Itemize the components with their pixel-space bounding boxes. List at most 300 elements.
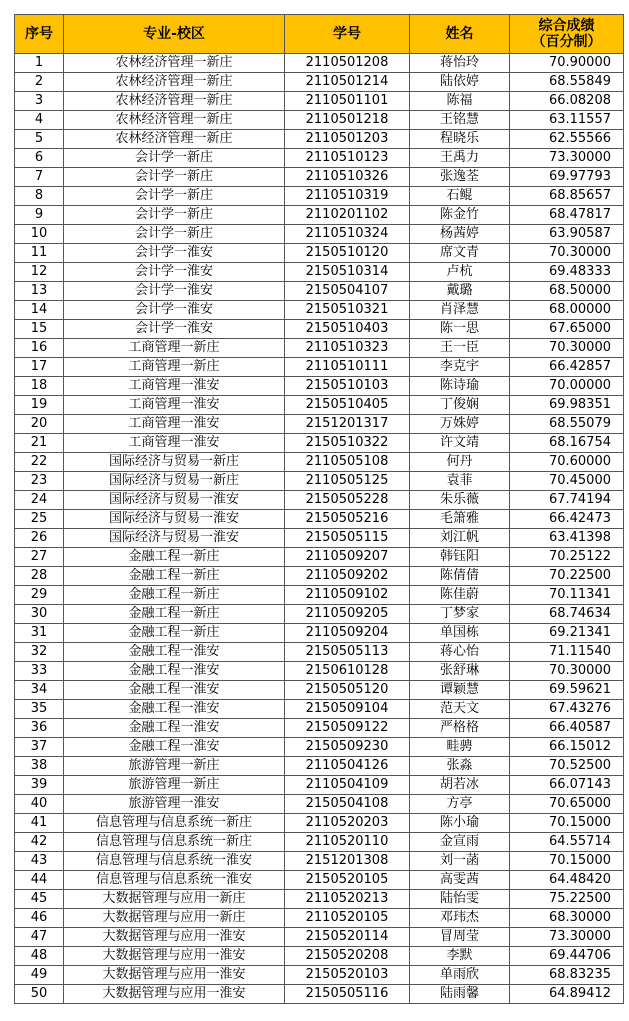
table-row	[15, 54, 624, 73]
cell-score: 73.30000	[510, 149, 624, 168]
cell-score: 69.97793	[510, 168, 624, 187]
cell-student-id: 2110501218	[285, 111, 410, 130]
cell-index: 42	[15, 833, 64, 852]
cell-index: 16	[15, 339, 64, 358]
cell-student-id: 2110520110	[285, 833, 410, 852]
cell-major-campus: 会计学一新庄	[64, 149, 285, 168]
cell-name: 丁梦家	[410, 605, 510, 624]
cell-index: 30	[15, 605, 64, 624]
cell-student-id: 2110510123	[285, 149, 410, 168]
cell-student-id: 2110501101	[285, 92, 410, 111]
cell-index: 45	[15, 890, 64, 909]
cell-student-id: 2110505125	[285, 472, 410, 491]
cell-name: 单雨欣	[410, 966, 510, 985]
table-row	[15, 833, 624, 852]
cell-student-id: 2110509205	[285, 605, 410, 624]
table-row	[15, 434, 624, 453]
cell-major-campus: 信息管理与信息系统一新庄	[64, 814, 285, 833]
cell-name: 杨茜婷	[410, 225, 510, 244]
cell-student-id: 2150520114	[285, 928, 410, 947]
cell-index: 47	[15, 928, 64, 947]
cell-name: 邓玮杰	[410, 909, 510, 928]
cell-major-campus: 工商管理一淮安	[64, 415, 285, 434]
cell-student-id: 2110501203	[285, 130, 410, 149]
cell-index: 50	[15, 985, 64, 1004]
cell-score: 68.55079	[510, 415, 624, 434]
cell-major-campus: 会计学一淮安	[64, 244, 285, 263]
cell-index: 9	[15, 206, 64, 225]
table-row	[15, 453, 624, 472]
table-row	[15, 605, 624, 624]
cell-major-campus: 信息管理与信息系统一淮安	[64, 852, 285, 871]
cell-major-campus: 金融工程一新庄	[64, 586, 285, 605]
cell-name: 陈一思	[410, 320, 510, 339]
cell-index: 26	[15, 529, 64, 548]
header-row	[15, 15, 624, 54]
table-row	[15, 681, 624, 700]
cell-index: 11	[15, 244, 64, 263]
cell-name: 陆雨馨	[410, 985, 510, 1004]
cell-score: 70.15000	[510, 852, 624, 871]
cell-student-id: 2150509104	[285, 700, 410, 719]
cell-name: 毛箫雅	[410, 510, 510, 529]
cell-index: 13	[15, 282, 64, 301]
table-row	[15, 529, 624, 548]
cell-major-campus: 工商管理一淮安	[64, 377, 285, 396]
table-row	[15, 339, 624, 358]
cell-student-id: 2150510322	[285, 434, 410, 453]
table-row	[15, 415, 624, 434]
cell-score: 67.43276	[510, 700, 624, 719]
cell-score: 66.40587	[510, 719, 624, 738]
cell-student-id: 2150510403	[285, 320, 410, 339]
cell-index: 34	[15, 681, 64, 700]
cell-major-campus: 会计学一新庄	[64, 206, 285, 225]
cell-major-campus: 工商管理一淮安	[64, 396, 285, 415]
cell-score: 64.48420	[510, 871, 624, 890]
cell-index: 28	[15, 567, 64, 586]
table-row	[15, 662, 624, 681]
cell-name: 陈佳蔚	[410, 586, 510, 605]
cell-student-id: 2110520213	[285, 890, 410, 909]
table-row	[15, 396, 624, 415]
cell-score: 64.89412	[510, 985, 624, 1004]
cell-name: 金宣雨	[410, 833, 510, 852]
cell-major-campus: 大数据管理与应用一淮安	[64, 985, 285, 1004]
cell-name: 王一臣	[410, 339, 510, 358]
table-row	[15, 928, 624, 947]
cell-index: 32	[15, 643, 64, 662]
cell-major-campus: 国际经济与贸易一淮安	[64, 510, 285, 529]
cell-score: 70.11341	[510, 586, 624, 605]
cell-name: 陈金竹	[410, 206, 510, 225]
cell-student-id: 2150505228	[285, 491, 410, 510]
table-row	[15, 377, 624, 396]
cell-major-campus: 国际经济与贸易一新庄	[64, 453, 285, 472]
cell-name: 蒋心怡	[410, 643, 510, 662]
table-header	[15, 15, 624, 54]
table-row	[15, 510, 624, 529]
cell-student-id: 2150510103	[285, 377, 410, 396]
cell-name: 刘江帆	[410, 529, 510, 548]
cell-name: 陆依婷	[410, 73, 510, 92]
cell-score: 68.83235	[510, 966, 624, 985]
cell-major-campus: 国际经济与贸易一淮安	[64, 491, 285, 510]
cell-index: 3	[15, 92, 64, 111]
cell-student-id: 2110509202	[285, 567, 410, 586]
table-row	[15, 263, 624, 282]
table-row	[15, 301, 624, 320]
cell-student-id: 2110510111	[285, 358, 410, 377]
cell-index: 6	[15, 149, 64, 168]
cell-student-id: 2110509207	[285, 548, 410, 567]
cell-name: 何丹	[410, 453, 510, 472]
cell-score: 63.41398	[510, 529, 624, 548]
cell-major-campus: 金融工程一淮安	[64, 681, 285, 700]
cell-student-id: 2110520105	[285, 909, 410, 928]
cell-major-campus: 农林经济管理一新庄	[64, 111, 285, 130]
table-row	[15, 149, 624, 168]
cell-index: 21	[15, 434, 64, 453]
cell-student-id: 2150510314	[285, 263, 410, 282]
table-row	[15, 358, 624, 377]
cell-major-campus: 国际经济与贸易一淮安	[64, 529, 285, 548]
cell-name: 陈小瑜	[410, 814, 510, 833]
cell-name: 卢杭	[410, 263, 510, 282]
cell-major-campus: 工商管理一新庄	[64, 339, 285, 358]
cell-major-campus: 旅游管理一淮安	[64, 795, 285, 814]
cell-score: 67.65000	[510, 320, 624, 339]
cell-score: 69.98351	[510, 396, 624, 415]
cell-major-campus: 旅游管理一新庄	[64, 757, 285, 776]
cell-score: 64.55714	[510, 833, 624, 852]
cell-student-id: 2110509204	[285, 624, 410, 643]
cell-score: 68.16754	[510, 434, 624, 453]
cell-score: 66.08208	[510, 92, 624, 111]
cell-name: 单国栋	[410, 624, 510, 643]
table-row	[15, 966, 624, 985]
cell-name: 王铭慧	[410, 111, 510, 130]
cell-name: 范天文	[410, 700, 510, 719]
cell-score: 63.90587	[510, 225, 624, 244]
cell-student-id: 2150505115	[285, 529, 410, 548]
cell-major-campus: 会计学一淮安	[64, 282, 285, 301]
cell-index: 46	[15, 909, 64, 928]
table-row	[15, 795, 624, 814]
cell-student-id: 2110505108	[285, 453, 410, 472]
header-student-id: 学号	[285, 15, 410, 54]
cell-index: 1	[15, 54, 64, 73]
cell-student-id: 2110510323	[285, 339, 410, 358]
cell-index: 36	[15, 719, 64, 738]
cell-score: 67.74194	[510, 491, 624, 510]
cell-index: 2	[15, 73, 64, 92]
cell-major-campus: 大数据管理与应用一新庄	[64, 909, 285, 928]
cell-score: 66.42857	[510, 358, 624, 377]
cell-index: 4	[15, 111, 64, 130]
cell-major-campus: 会计学一淮安	[64, 263, 285, 282]
cell-name: 张逸荃	[410, 168, 510, 187]
table-row	[15, 111, 624, 130]
cell-major-campus: 农林经济管理一新庄	[64, 54, 285, 73]
cell-score: 70.22500	[510, 567, 624, 586]
cell-index: 15	[15, 320, 64, 339]
cell-index: 35	[15, 700, 64, 719]
cell-name: 韩钰阳	[410, 548, 510, 567]
cell-name: 严格格	[410, 719, 510, 738]
cell-index: 19	[15, 396, 64, 415]
cell-major-campus: 会计学一新庄	[64, 168, 285, 187]
table-row	[15, 73, 624, 92]
cell-major-campus: 农林经济管理一新庄	[64, 92, 285, 111]
cell-major-campus: 大数据管理与应用一淮安	[64, 966, 285, 985]
cell-index: 41	[15, 814, 64, 833]
cell-index: 40	[15, 795, 64, 814]
cell-major-campus: 大数据管理与应用一新庄	[64, 890, 285, 909]
cell-score: 70.30000	[510, 244, 624, 263]
table-row	[15, 320, 624, 339]
cell-index: 37	[15, 738, 64, 757]
cell-name: 张淼	[410, 757, 510, 776]
cell-name: 陈福	[410, 92, 510, 111]
header-name: 姓名	[410, 15, 510, 54]
cell-student-id: 2110510319	[285, 187, 410, 206]
table-row	[15, 985, 624, 1004]
cell-index: 33	[15, 662, 64, 681]
header-index: 序号	[15, 15, 64, 54]
table-row	[15, 738, 624, 757]
cell-name: 袁菲	[410, 472, 510, 491]
cell-score: 70.00000	[510, 377, 624, 396]
cell-name: 畦骋	[410, 738, 510, 757]
cell-major-campus: 金融工程一新庄	[64, 624, 285, 643]
table-row	[15, 282, 624, 301]
cell-student-id: 2150510120	[285, 244, 410, 263]
cell-name: 高雯茜	[410, 871, 510, 890]
cell-score: 70.90000	[510, 54, 624, 73]
cell-student-id: 2110509102	[285, 586, 410, 605]
cell-index: 20	[15, 415, 64, 434]
cell-index: 24	[15, 491, 64, 510]
cell-index: 27	[15, 548, 64, 567]
cell-score: 66.15012	[510, 738, 624, 757]
cell-major-campus: 会计学一淮安	[64, 320, 285, 339]
cell-name: 张舒琳	[410, 662, 510, 681]
cell-score: 70.60000	[510, 453, 624, 472]
cell-index: 48	[15, 947, 64, 966]
cell-student-id: 2150520208	[285, 947, 410, 966]
table-row	[15, 567, 624, 586]
cell-index: 7	[15, 168, 64, 187]
cell-score: 70.25122	[510, 548, 624, 567]
cell-score: 70.30000	[510, 662, 624, 681]
cell-index: 14	[15, 301, 64, 320]
cell-index: 49	[15, 966, 64, 985]
cell-index: 29	[15, 586, 64, 605]
cell-major-campus: 旅游管理一新庄	[64, 776, 285, 795]
table-row	[15, 244, 624, 263]
cell-score: 68.47817	[510, 206, 624, 225]
cell-major-campus: 金融工程一淮安	[64, 738, 285, 757]
cell-major-campus: 会计学一新庄	[64, 225, 285, 244]
cell-score: 68.00000	[510, 301, 624, 320]
cell-index: 38	[15, 757, 64, 776]
cell-student-id: 2150504107	[285, 282, 410, 301]
table-row	[15, 491, 624, 510]
cell-student-id: 2150520103	[285, 966, 410, 985]
table-row	[15, 168, 624, 187]
cell-major-campus: 金融工程一淮安	[64, 719, 285, 738]
table-row	[15, 225, 624, 244]
table-row	[15, 206, 624, 225]
cell-major-campus: 大数据管理与应用一淮安	[64, 947, 285, 966]
cell-index: 8	[15, 187, 64, 206]
cell-student-id: 2150505120	[285, 681, 410, 700]
cell-major-campus: 金融工程一淮安	[64, 662, 285, 681]
table-row	[15, 947, 624, 966]
cell-student-id: 2110504126	[285, 757, 410, 776]
cell-name: 胡若冰	[410, 776, 510, 795]
cell-major-campus: 金融工程一淮安	[64, 700, 285, 719]
cell-score: 69.48333	[510, 263, 624, 282]
cell-score: 70.15000	[510, 814, 624, 833]
cell-score: 75.22500	[510, 890, 624, 909]
cell-score: 69.21341	[510, 624, 624, 643]
cell-major-campus: 工商管理一新庄	[64, 358, 285, 377]
cell-index: 12	[15, 263, 64, 282]
cell-major-campus: 会计学一新庄	[64, 187, 285, 206]
table-body	[15, 54, 624, 1004]
cell-score: 70.45000	[510, 472, 624, 491]
cell-name: 李克宇	[410, 358, 510, 377]
cell-score: 68.50000	[510, 282, 624, 301]
cell-major-campus: 农林经济管理一新庄	[64, 130, 285, 149]
cell-student-id: 2150510321	[285, 301, 410, 320]
cell-score: 69.59621	[510, 681, 624, 700]
cell-name: 丁俊娴	[410, 396, 510, 415]
cell-student-id: 2151201308	[285, 852, 410, 871]
cell-index: 10	[15, 225, 64, 244]
cell-student-id: 2110501214	[285, 73, 410, 92]
table-row	[15, 852, 624, 871]
table-row	[15, 472, 624, 491]
cell-student-id: 2150510405	[285, 396, 410, 415]
cell-student-id: 2110520203	[285, 814, 410, 833]
table-row	[15, 130, 624, 149]
table-row	[15, 890, 624, 909]
cell-major-campus: 大数据管理与应用一淮安	[64, 928, 285, 947]
cell-student-id: 2110201102	[285, 206, 410, 225]
cell-major-campus: 信息管理与信息系统一淮安	[64, 871, 285, 890]
cell-score: 70.30000	[510, 339, 624, 358]
cell-major-campus: 工商管理一淮安	[64, 434, 285, 453]
cell-name: 肖泽慧	[410, 301, 510, 320]
cell-index: 22	[15, 453, 64, 472]
table-row	[15, 871, 624, 890]
cell-name: 陈诗瑜	[410, 377, 510, 396]
cell-score: 69.44706	[510, 947, 624, 966]
cell-index: 23	[15, 472, 64, 491]
table-row	[15, 814, 624, 833]
cell-name: 李默	[410, 947, 510, 966]
table-row	[15, 700, 624, 719]
score-table	[14, 14, 624, 1004]
table-row	[15, 187, 624, 206]
cell-student-id: 2150509122	[285, 719, 410, 738]
cell-score: 68.30000	[510, 909, 624, 928]
cell-name: 王禹力	[410, 149, 510, 168]
cell-major-campus: 信息管理与信息系统一新庄	[64, 833, 285, 852]
table-row	[15, 757, 624, 776]
cell-major-campus: 金融工程一淮安	[64, 643, 285, 662]
cell-name: 刘一菡	[410, 852, 510, 871]
table-row	[15, 719, 624, 738]
cell-student-id: 2150610128	[285, 662, 410, 681]
cell-major-campus: 国际经济与贸易一新庄	[64, 472, 285, 491]
cell-student-id: 2110510326	[285, 168, 410, 187]
cell-score: 70.65000	[510, 795, 624, 814]
cell-major-campus: 会计学一淮安	[64, 301, 285, 320]
cell-score: 66.42473	[510, 510, 624, 529]
cell-index: 25	[15, 510, 64, 529]
cell-major-campus: 金融工程一新庄	[64, 605, 285, 624]
cell-name: 方亭	[410, 795, 510, 814]
cell-name: 谭颖慧	[410, 681, 510, 700]
table-row	[15, 548, 624, 567]
cell-name: 陆怡雯	[410, 890, 510, 909]
cell-major-campus: 金融工程一新庄	[64, 548, 285, 567]
header-score: 综合成绩 （百分制）	[510, 15, 624, 54]
cell-student-id: 2110510324	[285, 225, 410, 244]
cell-index: 44	[15, 871, 64, 890]
cell-name: 程晓乐	[410, 130, 510, 149]
cell-score: 71.11540	[510, 643, 624, 662]
cell-student-id: 2150505116	[285, 985, 410, 1004]
cell-score: 66.07143	[510, 776, 624, 795]
cell-student-id: 2150505216	[285, 510, 410, 529]
cell-name: 冒周莹	[410, 928, 510, 947]
cell-name: 石鲲	[410, 187, 510, 206]
cell-student-id: 2150504108	[285, 795, 410, 814]
cell-index: 17	[15, 358, 64, 377]
cell-score: 70.52500	[510, 757, 624, 776]
cell-index: 43	[15, 852, 64, 871]
cell-index: 18	[15, 377, 64, 396]
cell-major-campus: 金融工程一新庄	[64, 567, 285, 586]
cell-student-id: 2110504109	[285, 776, 410, 795]
cell-student-id: 2150505113	[285, 643, 410, 662]
cell-student-id: 2150509230	[285, 738, 410, 757]
cell-major-campus: 农林经济管理一新庄	[64, 73, 285, 92]
cell-score: 73.30000	[510, 928, 624, 947]
header-major-campus: 专业-校区	[64, 15, 285, 54]
cell-name: 许文靖	[410, 434, 510, 453]
cell-score: 62.55566	[510, 130, 624, 149]
cell-student-id: 2151201317	[285, 415, 410, 434]
cell-index: 31	[15, 624, 64, 643]
table-row	[15, 624, 624, 643]
table-row	[15, 586, 624, 605]
table-row	[15, 909, 624, 928]
table-row	[15, 643, 624, 662]
cell-name: 戴璐	[410, 282, 510, 301]
table-row	[15, 92, 624, 111]
cell-student-id: 2110501208	[285, 54, 410, 73]
table-row	[15, 776, 624, 795]
cell-index: 5	[15, 130, 64, 149]
cell-name: 万姝婷	[410, 415, 510, 434]
cell-name: 朱乐薇	[410, 491, 510, 510]
